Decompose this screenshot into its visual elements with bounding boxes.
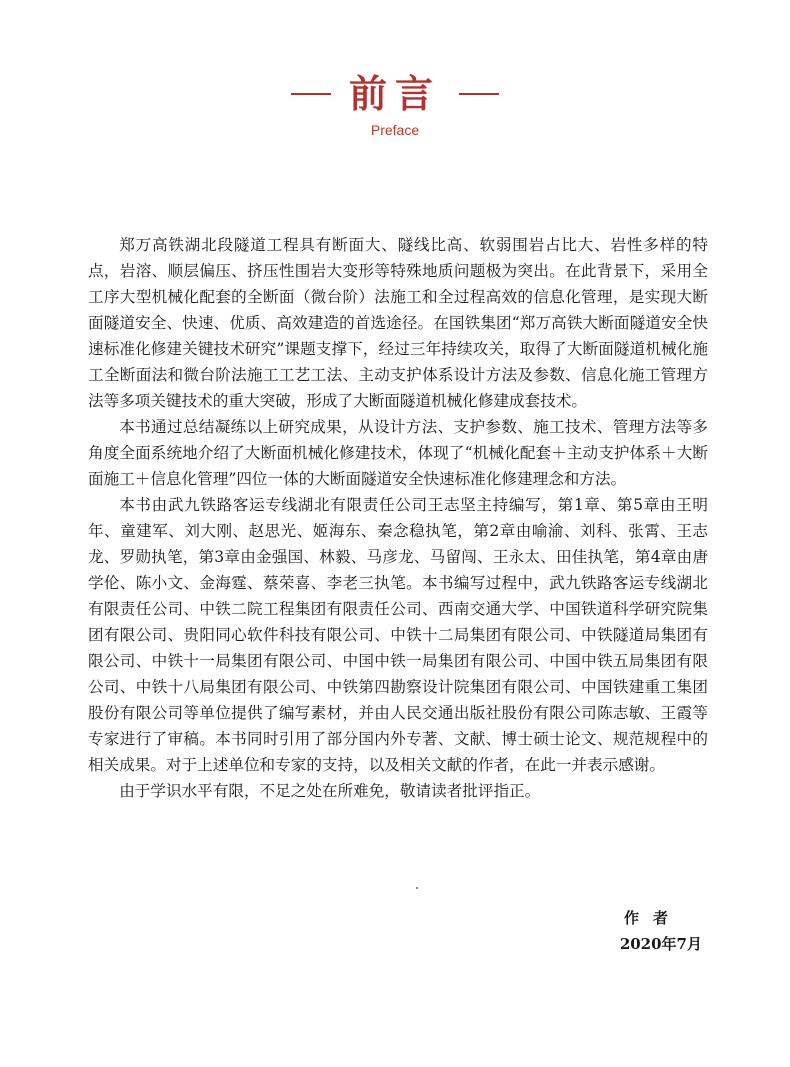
preface-body	[88, 232, 708, 804]
paragraph-3: 本书由武九铁路客运专线湖北有限责任公司王志坚主持编写，第1章、第5章由王明年、童建军、刘大刚、赵思光、姬海东、秦念稳执笔，第2章由喻渝、刘科、张霄、王志龙、罗勋执笔，第3章由金强国、林毅、马彦龙、马留闯、王永太、田佳执笔，第4章由唐学伦、陈小文、金海霆、蔡荣喜、李老三执笔。本书编写过程中，武九铁路客运专线湖北有限责任公司、中铁二院工程集团有限责任公司、西南交通大学、中国铁道科学研究院集团有限公司、贵阳同心软件科技有限公司、中铁十二局集团有限公司、中铁隧道局集团有限公司、中铁十一局集团有限公司、中国中铁一局集团有限公司、中国中铁五局集团有限公司、中铁十八局集团有限公司、中铁第四勘察设计院集团有限公司、中国铁建重工集团股份有限公司等单位提供了编写素材，并由人民交通出版社股份有限公司陈志敏、王霞等专家进行了审稿。本书同时引用了部分国内外专著、文献、博士硕士论文、规范规程中的相关成果。对于上述单位和专家的支持，以及相关文献的作者，在此一并表示感谢。	[88, 496, 708, 774]
signature-date: 2020年7月	[619, 935, 702, 953]
page-title: 前言	[348, 72, 441, 116]
signature-block	[620, 905, 702, 957]
page-subtitle: Preface	[370, 122, 420, 138]
title-row	[0, 70, 790, 118]
title-dash-left	[291, 93, 331, 95]
stray-dot	[416, 887, 418, 889]
signature-author: 作者	[623, 909, 682, 927]
paragraph-4: 由于学识水平有限，不足之处在所难免，敬请读者批评指正。	[119, 782, 541, 800]
title-dash-right	[459, 93, 499, 95]
paragraph-2: 本书通过总结凝练以上研究成果，从设计方法、支护参数、施工技术、管理方法等多角度全面系统地介绍了大断面机械化修建技术，体现了“机械化配套＋主动支护体系＋大断面施工＋信息化管理”四位一体的大断面隧道安全快速标准化修建理念和方法。	[88, 418, 708, 488]
paragraph-1: 郑万高铁湖北段隧道工程具有断面大、隧线比高、软弱围岩占比大、岩性多样的特点，岩溶、顺层偏压、挤压性围岩大变形等特殊地质问题极为突出。在此背景下，采用全工序大型机械化配套的全断面（微台阶）法施工和全过程高效的信息化管理，是实现大断面隧道安全、快速、优质、高效建造的首选途径。在国铁集团“郑万高铁大断面隧道安全快速标准化修建关键技术研究”课题支撑下，经过三年持续攻关，取得了大断面隧道机械化施工全断面法和微台阶法施工工艺工法、主动支护体系设计方法及参数、信息化施工管理方法等多项关键技术的重大突破，形成了大断面隧道机械化修建成套技术。	[88, 236, 708, 410]
